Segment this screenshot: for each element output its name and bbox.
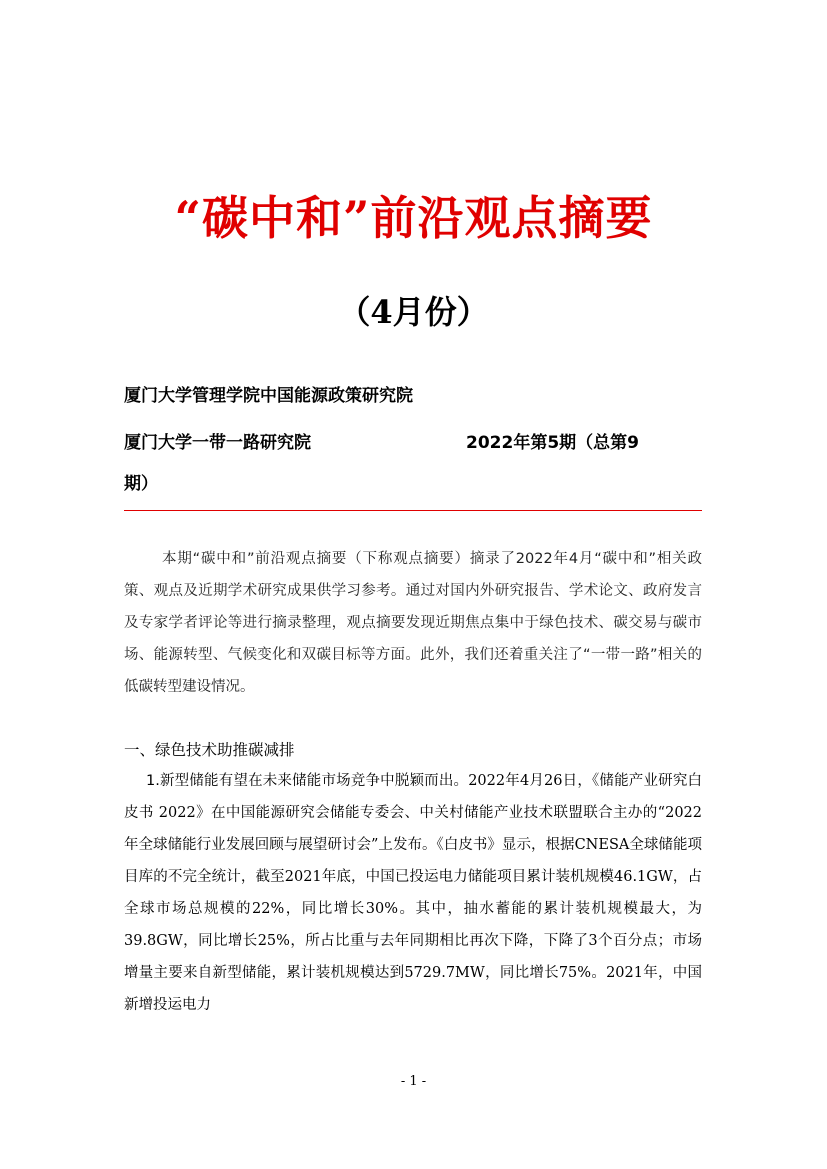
publisher-org-line1: 厦门大学管理学院中国能源政策研究院 bbox=[124, 386, 413, 406]
issue-number-continued: 期） bbox=[124, 474, 158, 494]
document-subtitle: （4月份） bbox=[338, 293, 489, 331]
section-heading-green-tech: 一、绿色技术助推碳减排 bbox=[124, 741, 295, 759]
header-divider bbox=[124, 510, 702, 511]
publisher-org-line2: 厦门大学一带一路研究院 bbox=[124, 433, 311, 453]
section1-paragraph1 bbox=[124, 765, 702, 1021]
paragraph-lead-sentence: 1.新型储能有望在未来储能市场竞争中脱颖而出。 bbox=[146, 773, 469, 789]
document-title: “碳中和”前沿观点摘要 bbox=[174, 191, 653, 245]
intro-paragraph: 本期“碳中和”前沿观点摘要（下称观点摘要）摘录了2022年4月“碳中和”相关政策、观点及近期学术研究成果供学习参考。通过对国内外研究报告、学术论文、政府发言及专家学者评论等进行摘录整理，观点摘要发现近期焦点集中于绿色技术、碳交易与碳市场、能源转型、气候变化和双碳目标等方面。此外，我们还着重关注了“一带一路”相关的低碳转型建设情况。 bbox=[124, 551, 702, 695]
issue-number: 2022年第5期（总第9 bbox=[466, 433, 639, 453]
paragraph-body: 2022年4月26日，《储能产业研究白皮书 2022》在中国能源研究会储能专委会、中关村储能产业技术联盟联合主办的“2022年全球储能行业发展回顾与展望研讨会”上发布。《白皮书》显示，根据CNESA全球储能项目库的不完全统计，截至2021年底，中国已投运电力储能项目累计装机规模46.1GW，占全球市场总规模的22%，同比增长30%。其中，抽水蓄能的累计装机规模最大，为39.8GW，同比增长25%，所占比重与去年同期相比再次下降，下降了3个百分点；市场增量主要来自新型储能，累计装机规模达到5729.7MW，同比增长75%。2021年，中国新增投运电力 bbox=[124, 773, 702, 1013]
page-number: - 1 - bbox=[400, 1074, 427, 1089]
